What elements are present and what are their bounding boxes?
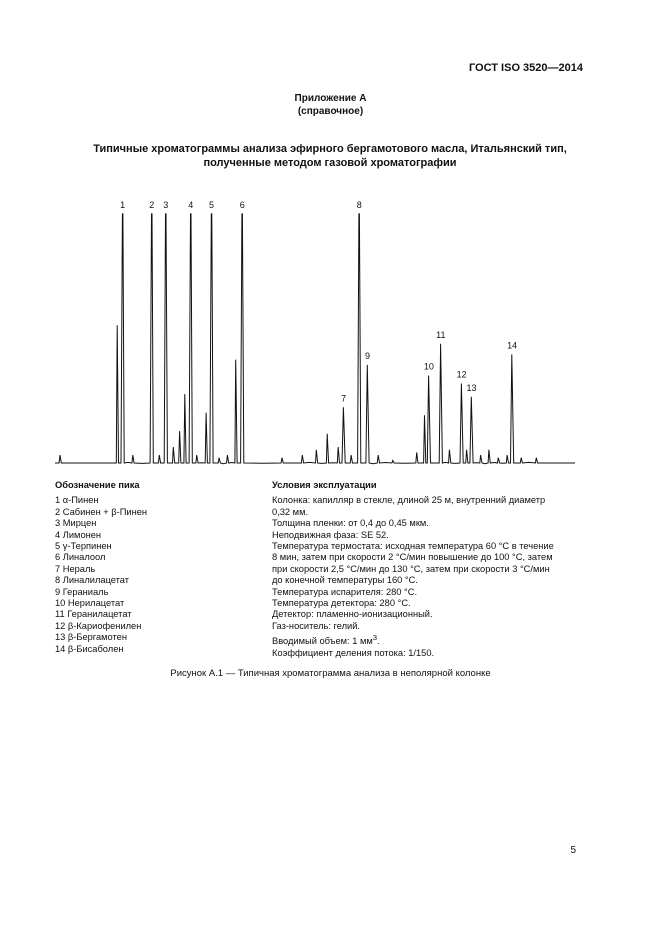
condition-line: Неподвижная фаза: SE 52.	[272, 529, 389, 540]
peak-label-1: 1	[120, 199, 126, 210]
legend-item: 14 β-Бисаболен	[55, 643, 124, 654]
legend-header: Обозначение пика	[55, 480, 140, 490]
legend-item: 7 Нераль	[55, 563, 96, 574]
appendix-heading	[0, 92, 661, 118]
condition-volume	[272, 632, 582, 648]
legend-item: 11 Геранилацетат	[55, 609, 132, 620]
condition-line: Коэффициент деления потока: 1/150.	[272, 647, 435, 658]
legend-item: 10 Нерилацетат	[55, 598, 125, 609]
legend-item: 6 Линалоол	[55, 552, 106, 563]
figure-title	[40, 142, 620, 170]
peak-label-8: 8	[356, 199, 362, 210]
condition-line: Толщина пленки: от 0,4 до 0,45 мкм.	[272, 518, 429, 529]
condition-line: Температура детектора: 280 °С.	[272, 598, 411, 609]
condition-line: 0,32 мм.	[272, 506, 309, 517]
peak-label-3: 3	[163, 199, 169, 210]
peak-label-13: 13	[466, 382, 477, 393]
condition-line: Газ-носитель: гелий.	[272, 620, 360, 631]
legend-item: 1 α-Пинен	[55, 495, 99, 506]
condition-line: Температура испарителя: 280 °С.	[272, 586, 418, 597]
peak-label-11: 11	[436, 329, 446, 340]
peak-labels	[120, 200, 517, 403]
peak-legend	[55, 480, 260, 655]
legend-item: 13 β-Бергамотен	[55, 632, 127, 643]
standard-number: ГОСТ ISO 3520—2014	[468, 62, 583, 74]
volume-superscript: 3	[372, 633, 378, 643]
appendix-subtitle: (справочное)	[297, 106, 364, 117]
condition-line: Колонка: капилляр в стекле, длиной 25 м, внутренний диаметр	[272, 495, 546, 506]
condition-line: Температура термостата: исходная температура 60 °С в течение	[272, 541, 554, 552]
operating-conditions	[272, 480, 582, 659]
legend-item: 4 Лимонен	[55, 529, 102, 540]
chromatogram-trace	[55, 214, 575, 464]
condition-line: Детектор: пламенно-ионизационный.	[272, 609, 433, 620]
legend-item: 3 Мирцен	[55, 518, 97, 529]
legend-item: 8 Линалилацетат	[55, 575, 130, 586]
legend-item: 9 Гераниаль	[55, 586, 109, 597]
peak-label-14: 14	[507, 340, 518, 351]
page-number: 5	[570, 845, 576, 856]
condition-line: до конечной температуры 160 °С.	[272, 575, 418, 586]
peak-label-12: 12	[456, 369, 467, 380]
figure-title-line-2: полученные методом газовой хроматографии	[203, 157, 457, 169]
volume-text: Вводимый объем: 1 мм	[272, 636, 373, 647]
figure-caption: Рисунок А.1 — Типичная хроматограмма анализа в неполярной колонке	[170, 668, 491, 679]
peak-label-7: 7	[341, 393, 347, 404]
peak-label-5: 5	[209, 199, 215, 210]
legend-item: 12 β-Кариофенилен	[55, 620, 142, 631]
volume-end: .	[377, 636, 380, 647]
peak-label-9: 9	[365, 350, 371, 361]
conditions-header: Условия эксплуатации	[272, 480, 377, 490]
legend-item: 2 Сабинен + β-Пинен	[55, 506, 148, 517]
peak-label-4: 4	[188, 199, 194, 210]
peak-label-6: 6	[239, 199, 245, 210]
chromatogram	[0, 180, 661, 470]
condition-line: 8 мин, затем при скорости 2 °С/мин повышение до 100 °С, затем	[272, 552, 553, 563]
condition-line: при скорости 2,5 °С/мин до 130 °С, затем при скорости 3 °С/мин	[272, 563, 550, 574]
figure-title-line-1: Типичные хроматограммы анализа эфирного бергамотового масла, Итальянский тип,	[93, 143, 567, 155]
legend-item: 5 γ-Терпинен	[55, 541, 112, 552]
peak-label-10: 10	[423, 361, 434, 372]
peak-label-2: 2	[149, 199, 155, 210]
appendix-title: Приложение А	[294, 93, 367, 104]
